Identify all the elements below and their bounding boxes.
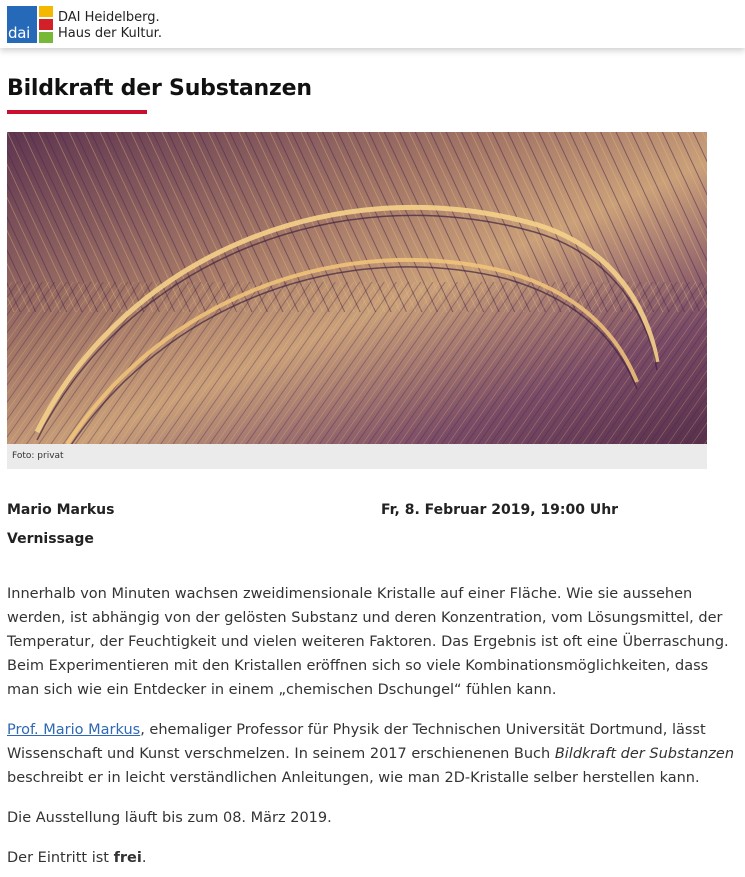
logo-red-square bbox=[39, 19, 53, 30]
image-caption-bar bbox=[7, 444, 707, 469]
admission-text-b: . bbox=[141, 850, 147, 866]
description-paragraph-2 bbox=[7, 718, 737, 790]
image-caption: Foto: privat bbox=[12, 451, 64, 461]
event-artist: Mario Markus bbox=[7, 502, 115, 518]
description-paragraph-1: Innerhalb von Minuten wachsen zweidimensionale Kristalle auf einer Fläche. Wie sie aussehen werden, ist abhängig von der gelösten Substanz und deren Konzentration, vom Lösungsmittel, der Temperatur, der Feuchtigkeit und vielen weiteren Faktoren. Das Ergebnis ist oft eine Überraschung. Beim Experimentieren mit den Kristallen eröffnen sich so viele Kombinationsmöglichkeiten, dass man sich wie ein Entdecker in einem „chemischen Dschungel“ fühlen kann. bbox=[7, 586, 729, 698]
book-title: Bildkraft der Substanzen bbox=[554, 746, 735, 762]
event-date: Fr, 8. Februar 2019, 19:00 Uhr bbox=[381, 502, 619, 518]
hero-image bbox=[7, 132, 707, 444]
exhibition-duration: Die Ausstellung läuft bis zum 08. März 2019. bbox=[7, 810, 332, 826]
logo-blue-block bbox=[7, 6, 37, 43]
logo-yellow-square bbox=[39, 6, 53, 17]
brand-name[interactable] bbox=[58, 10, 162, 42]
artist-profile-link[interactable]: Prof. Mario Markus bbox=[7, 722, 141, 738]
site-header bbox=[0, 0, 745, 48]
brand-line-2: Haus der Kultur. bbox=[58, 26, 162, 41]
dai-logo[interactable] bbox=[7, 6, 53, 43]
title-underline bbox=[7, 110, 147, 114]
paragraph-2-text-b: beschreibt er in leicht verständlichen Anleitungen, wie man 2D-Kristalle selber herstellen kann. bbox=[7, 770, 700, 786]
logo-text: dai bbox=[8, 24, 30, 42]
event-type: Vernissage bbox=[7, 531, 94, 547]
crystal-image-art bbox=[7, 132, 707, 444]
admission-text-a: Der Eintritt ist bbox=[7, 850, 114, 866]
page-title: Bildkraft der Substanzen bbox=[7, 76, 312, 101]
logo-green-square bbox=[39, 32, 53, 43]
admission-info bbox=[7, 846, 737, 870]
brand-line-1: DAI Heidelberg. bbox=[58, 10, 160, 25]
paragraph-2-text-a: , ehemaliger Professor für Physik der Technischen Universität Dortmund, lässt Wissenschaft und Kunst verschmelzen. In seinem 2017 erschienenen Buch bbox=[7, 722, 706, 762]
admission-free: frei bbox=[113, 850, 142, 866]
